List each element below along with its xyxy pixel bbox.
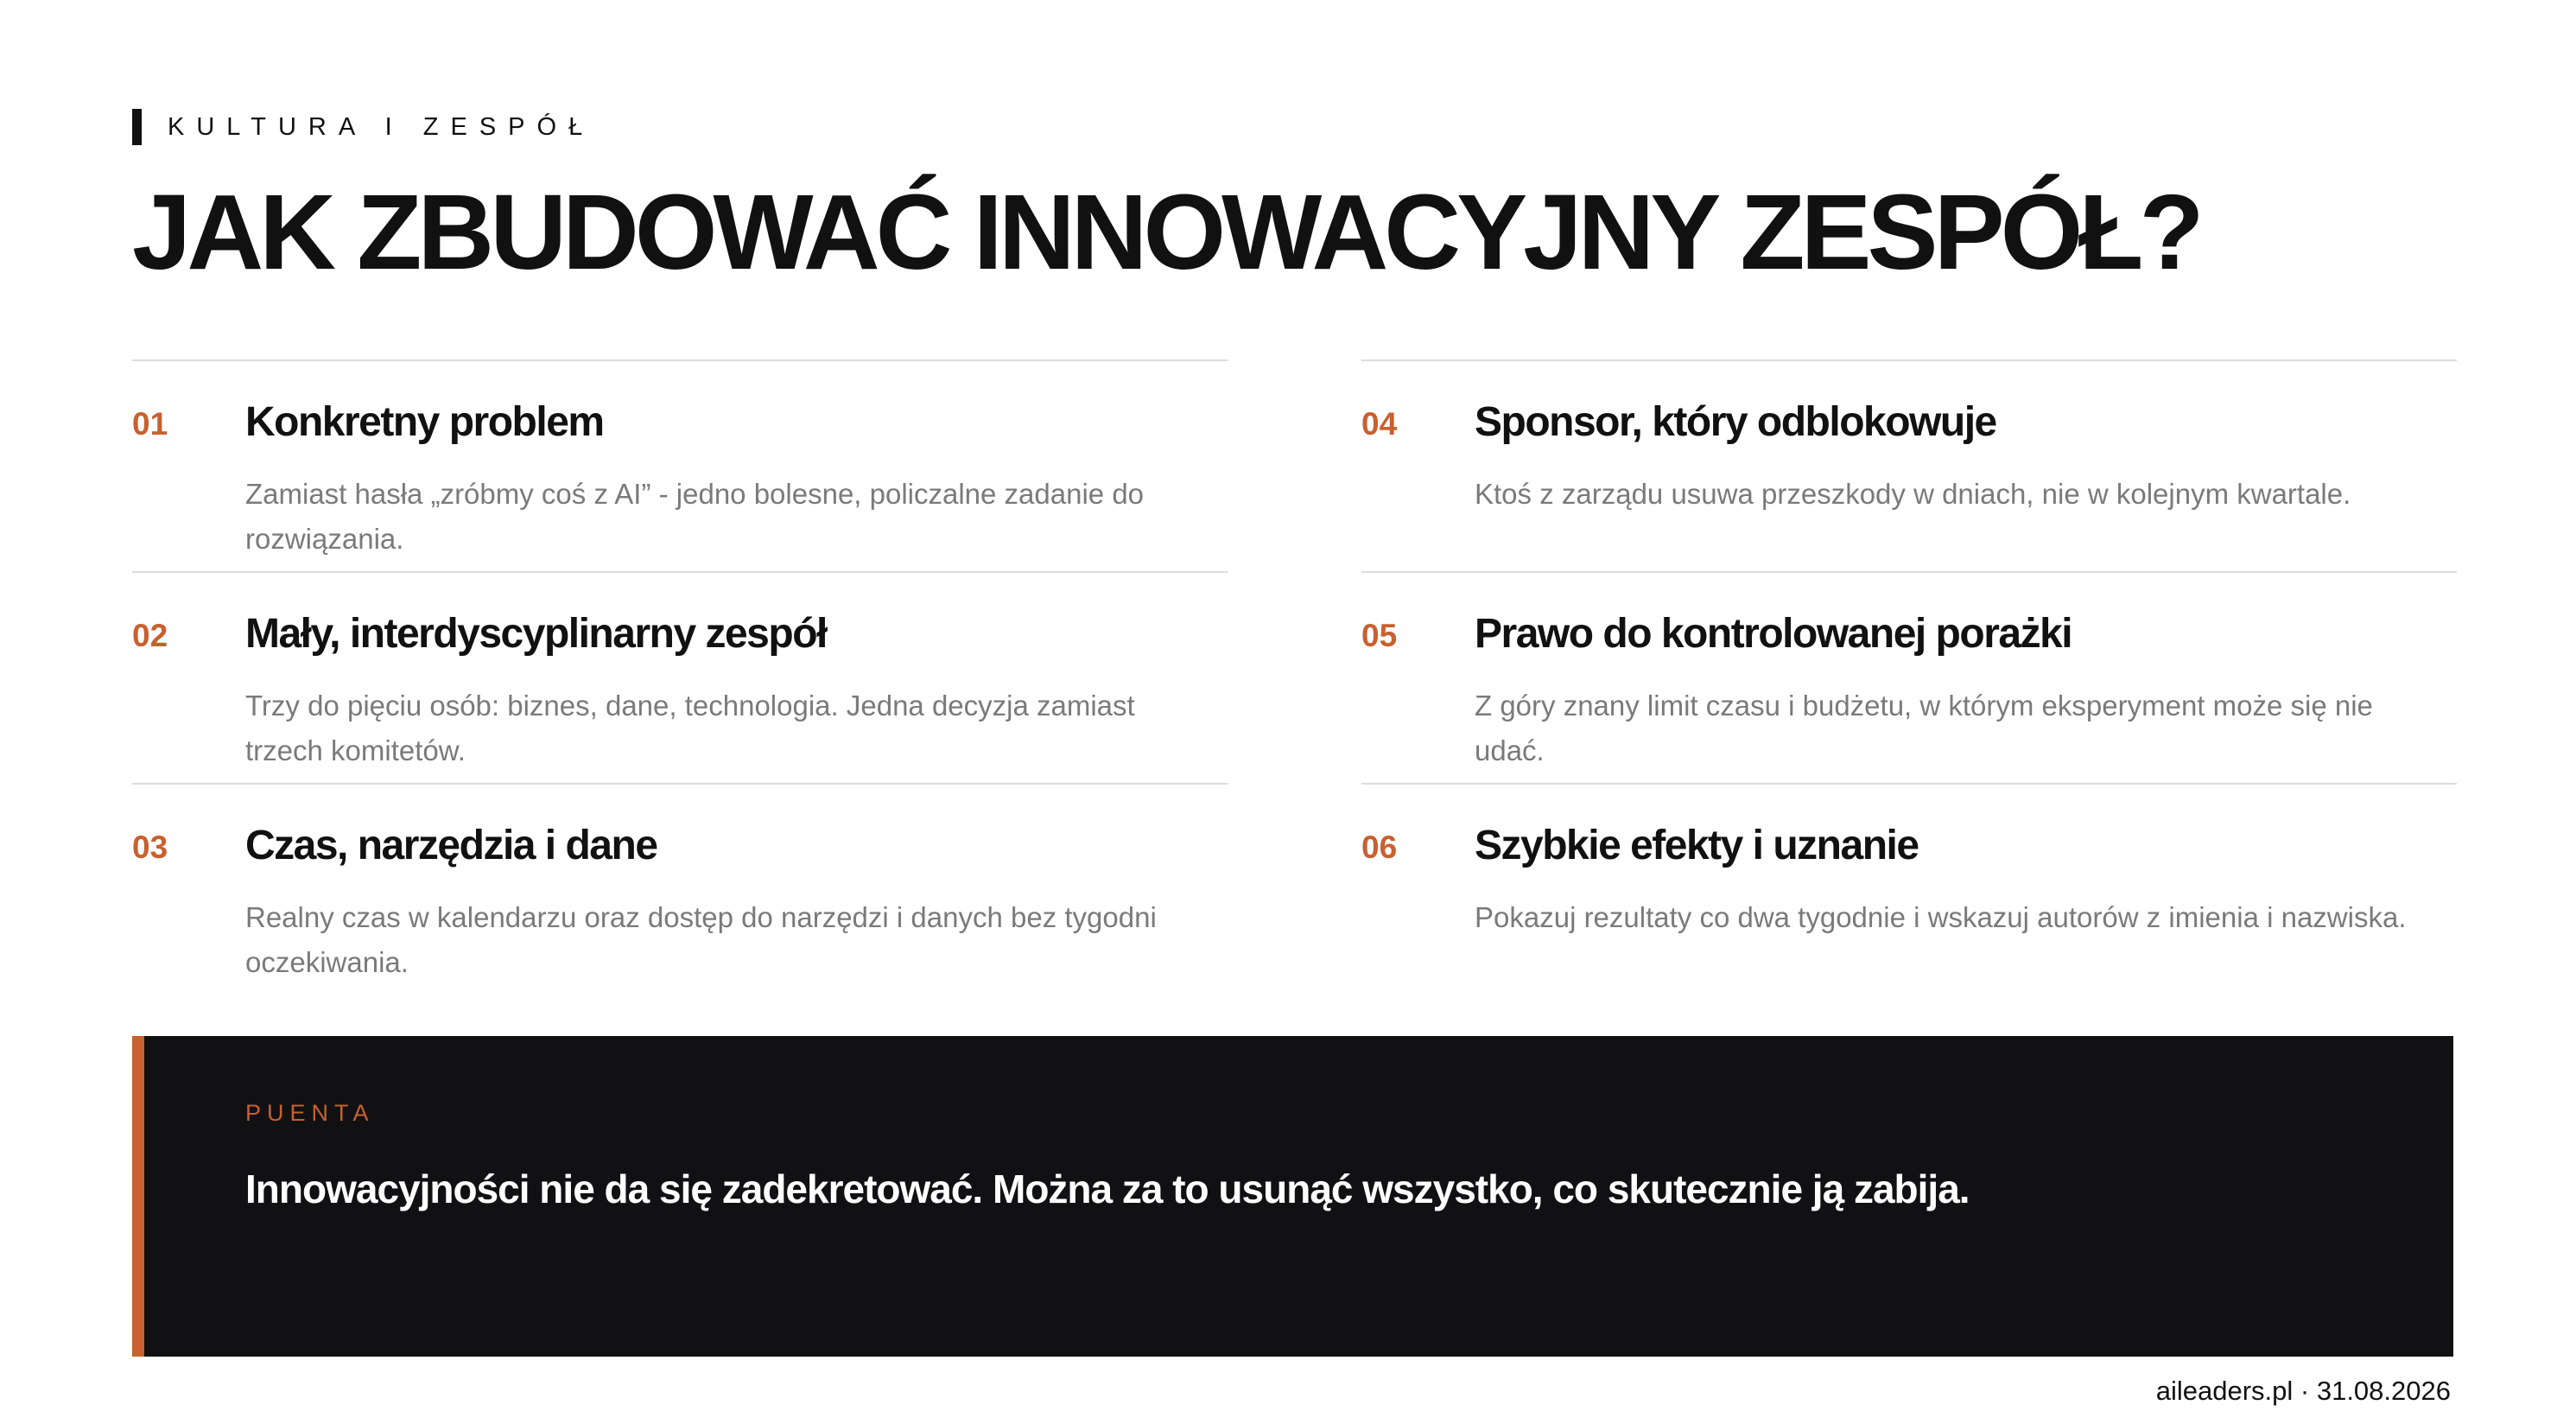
item-number: 02 bbox=[132, 618, 168, 653]
list-item bbox=[1361, 359, 2457, 571]
list-item bbox=[132, 571, 1228, 783]
item-description: Zamiast hasła „zróbmy coś z AI” - jedno bolesne, policzalne zadanie do rozwiązania. bbox=[245, 478, 1145, 555]
item-heading: Prawo do kontrolowanej porażki bbox=[1475, 611, 2072, 657]
item-heading: Czas, narzędzia i dane bbox=[245, 823, 657, 868]
item-number: 03 bbox=[132, 830, 168, 865]
punchline-panel bbox=[132, 1036, 2453, 1357]
item-description: Trzy do pięciu osób: biznes, dane, technologia. Jedna decyzja zamiast trzech komitetów. bbox=[245, 690, 1135, 766]
list-item bbox=[132, 783, 1228, 995]
item-description: Z góry znany limit czasu i budżetu, w którym eksperyment może się nie udać. bbox=[1475, 690, 2373, 766]
eyebrow-bar bbox=[132, 109, 142, 145]
item-number: 01 bbox=[132, 406, 168, 442]
item-description: Realny czas w kalendarzu oraz dostęp do narzędzi i danych bez tygodni oczekiwania. bbox=[245, 901, 1157, 978]
items-column-right bbox=[1361, 359, 2457, 995]
list-item bbox=[1361, 783, 2457, 995]
footer-credit: aileaders.pl · 31.08.2026 bbox=[2155, 1376, 2451, 1406]
item-heading: Mały, interdyscyplinarny zespół bbox=[245, 611, 827, 657]
item-number: 04 bbox=[1361, 406, 1398, 442]
item-number: 05 bbox=[1361, 618, 1398, 653]
item-description: Pokazuj rezultaty co dwa tygodnie i wskazuj autorów z imienia i nazwiska. bbox=[1475, 901, 2407, 933]
page-title: JAK ZBUDOWAĆ INNOWACYJNY ZESPÓŁ? bbox=[132, 174, 2200, 292]
punchline-label: PUENTA bbox=[245, 1100, 375, 1126]
item-heading: Konkretny problem bbox=[245, 399, 604, 445]
item-description: Ktoś z zarządu usuwa przeszkody w dniach, nie w kolejnym kwartale. bbox=[1475, 478, 2351, 510]
eyebrow-label: KULTURA I ZESPÓŁ bbox=[168, 112, 595, 141]
punchline-text: Innowacyjności nie da się zadekretować. Można za to usunąć wszystko, co skutecznie ją zabija. bbox=[245, 1167, 1970, 1211]
item-number: 06 bbox=[1361, 830, 1398, 865]
list-item bbox=[132, 359, 1228, 571]
panel-accent-bar bbox=[132, 1036, 144, 1357]
list-item bbox=[1361, 571, 2457, 783]
items-column-left bbox=[132, 359, 1228, 995]
item-heading: Szybkie efekty i uznanie bbox=[1475, 823, 1919, 868]
section-eyebrow bbox=[132, 109, 594, 145]
item-heading: Sponsor, który odblokowuje bbox=[1475, 399, 1996, 445]
